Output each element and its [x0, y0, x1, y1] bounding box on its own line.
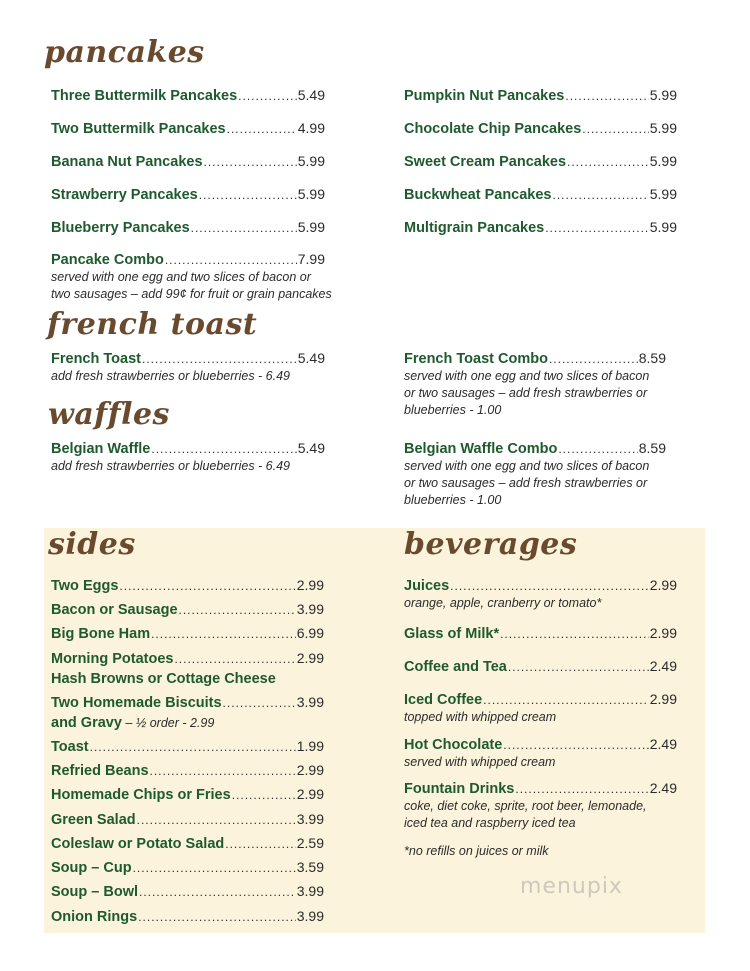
item-description: add fresh strawberries or blueberries - 6.49	[51, 369, 291, 383]
menu-item: Two Eggs ..... 2.99	[51, 576, 324, 595]
menu-item-juices: Juices ..... 2.99 orange, apple, cranberry or tomato*	[404, 576, 677, 612]
menu-item: Sweet Cream Pancakes ..... 5.99	[404, 152, 677, 171]
item-description: orange, apple, cranberry or tomato*	[404, 596, 602, 610]
heading-sides: sides	[48, 527, 136, 562]
menu-item: Toast ..... 1.99	[51, 737, 324, 756]
heading-pancakes: pancakes	[44, 35, 205, 70]
menu-item: Strawberry Pancakes ..... 5.99	[51, 185, 325, 204]
menu-item-hot-chocolate: Hot Chocolate ..... 2.49 served with whipped cream	[404, 735, 677, 771]
menu-item: Onion Rings ..... 3.99	[51, 907, 324, 926]
menu-item: Buckwheat Pancakes ..... 5.99	[404, 185, 677, 204]
item-description: blueberries - 1.00	[404, 403, 502, 417]
menu-item: Refried Beans ..... 2.99	[51, 761, 324, 780]
menu-item: Pumpkin Nut Pancakes ..... 5.99	[404, 86, 677, 105]
menu-item-biscuits: Two Homemade Biscuits ..... 3.99 and Gravy – ½ order - 2.99	[51, 693, 324, 732]
item-description: topped with whipped cream	[404, 710, 557, 724]
menu-item: Glass of Milk* ..... 2.99	[404, 624, 677, 643]
menu-item: Coleslaw or Potato Salad ..... 2.59	[51, 834, 324, 853]
menu-item: Big Bone Ham ..... 6.99	[51, 624, 324, 643]
item-description: coke, diet coke, sprite, root beer, lemonade,	[404, 799, 647, 813]
menu-item-french-toast-combo: French Toast Combo ..... 8.59 served with one egg and two slices of bacon or two sausages – add fresh strawberries or blueberries - 1.00	[404, 349, 666, 419]
menu-item-fountain-drinks: Fountain Drinks ..... 2.49 coke, diet coke, sprite, root beer, lemonade, iced tea and raspberry iced tea	[404, 779, 677, 832]
heading-french-toast: french toast	[47, 307, 258, 342]
item-description: iced tea and raspberry iced tea	[404, 816, 576, 830]
footnote-refills: *no refills on juices or milk	[404, 844, 549, 858]
heading-beverages: beverages	[404, 527, 578, 562]
menu-item: Green Salad ..... 3.99	[51, 810, 324, 829]
biscuits-half-order-note: – ½ order - 2.99	[121, 716, 215, 730]
item-description: served with one egg and two slices of bacon or	[51, 270, 311, 284]
item-description: add fresh strawberries or blueberries - 6.49	[51, 459, 291, 473]
menu-item: Banana Nut Pancakes ..... 5.99	[51, 152, 325, 171]
item-description: blueberries - 1.00	[404, 493, 502, 507]
menu-item: Morning Potatoes ..... 2.99 Hash Browns or Cottage Cheese	[51, 649, 324, 688]
menu-item-belgian-waffle: Belgian Waffle ..... 5.49 add fresh strawberries or blueberries - 6.49	[51, 439, 325, 475]
menu-item-iced-coffee: Iced Coffee ..... 2.99 topped with whipped cream	[404, 690, 677, 726]
watermark: menupix	[520, 874, 623, 899]
menu-item: Multigrain Pancakes ..... 5.99	[404, 218, 677, 237]
menu-item: Homemade Chips or Fries ..... 2.99	[51, 785, 324, 804]
menu-item: Three Buttermilk Pancakes ..... 5.49	[51, 86, 325, 105]
item-description: served with one egg and two slices of bacon	[404, 459, 650, 473]
item-description: served with whipped cream	[404, 755, 556, 769]
menu-item: Blueberry Pancakes ..... 5.99	[51, 218, 325, 237]
heading-waffles: waffles	[48, 397, 170, 432]
biscuits-line2: and Gravy	[51, 715, 122, 731]
menu-item-hash-browns: Hash Browns or Cottage Cheese	[51, 671, 276, 687]
menu-item-pancake-combo: Pancake Combo ..... 7.99 served with one egg and two slices of bacon or two sausages – add 99¢ for fruit or grain pancakes	[51, 250, 325, 303]
menu-item: Soup – Bowl ..... 3.99	[51, 882, 324, 901]
item-description: two sausages – add 99¢ for fruit or grain pancakes	[51, 287, 332, 301]
menu-item: Two Buttermilk Pancakes ..... 4.99	[51, 119, 325, 138]
menu-item-french-toast: French Toast ..... 5.49 add fresh strawberries or blueberries - 6.49	[51, 349, 325, 385]
item-description: or two sausages – add fresh strawberries or	[404, 476, 648, 490]
item-description: served with one egg and two slices of bacon	[404, 369, 650, 383]
menu-item: Soup – Cup ..... 3.59	[51, 858, 324, 877]
menu-item: Chocolate Chip Pancakes ..... 5.99	[404, 119, 677, 138]
menu-item: Bacon or Sausage ..... 3.99	[51, 600, 324, 619]
menu-item-belgian-waffle-combo: Belgian Waffle Combo ..... 8.59 served with one egg and two slices of bacon or two sausages – add fresh strawberries or blueberries - 1.00	[404, 439, 666, 509]
item-description: or two sausages – add fresh strawberries or	[404, 386, 648, 400]
menu-item: Coffee and Tea ..... 2.49	[404, 657, 677, 676]
